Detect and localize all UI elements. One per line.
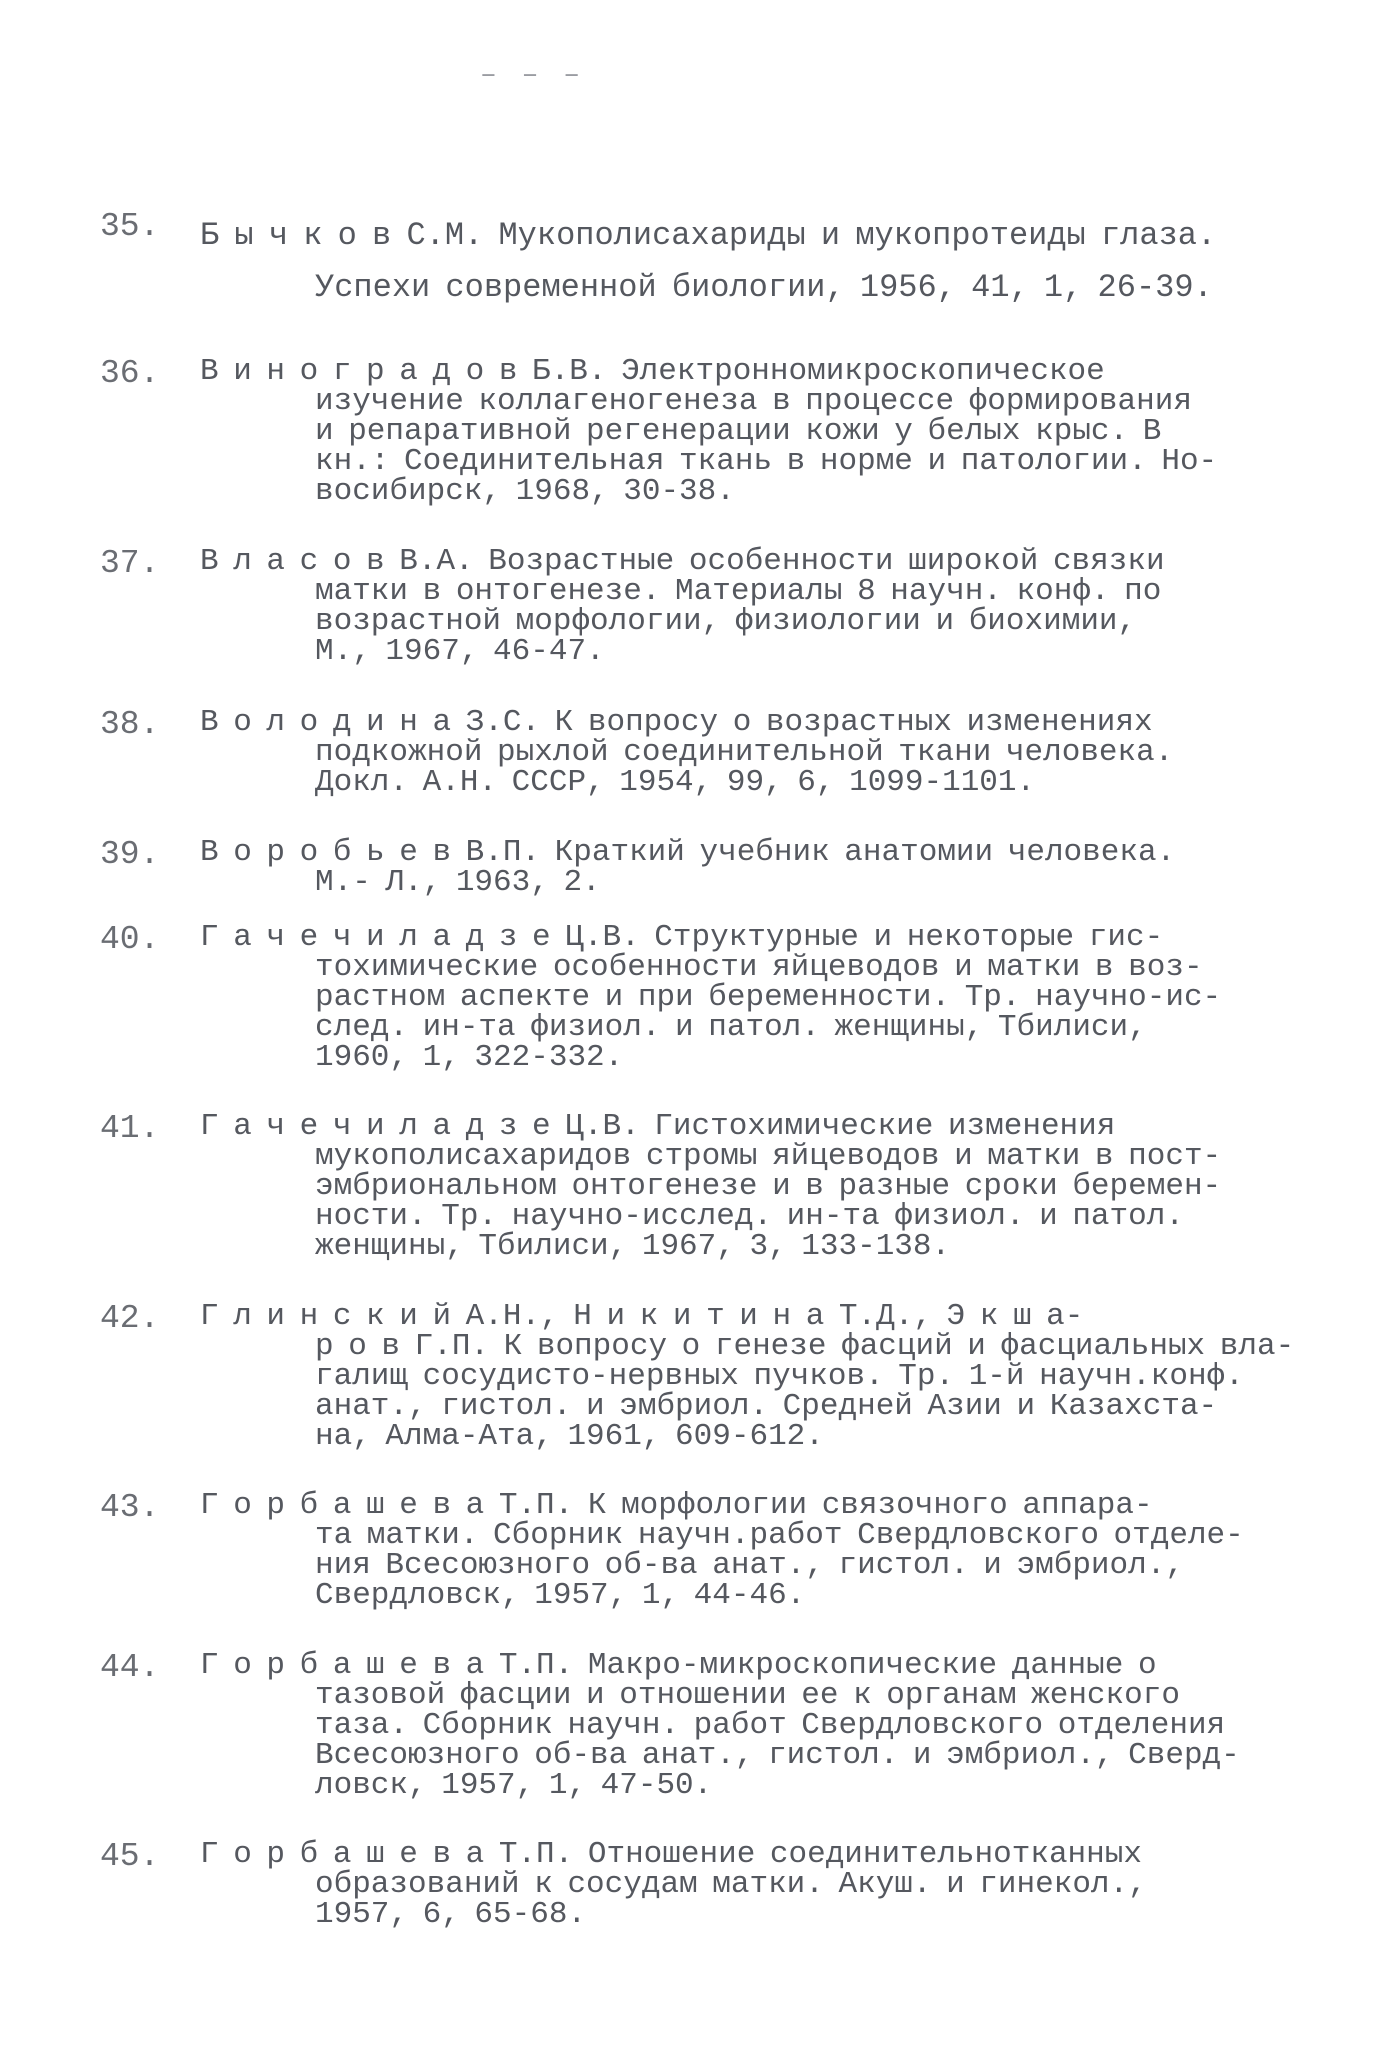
entry-line: В л а с о в В.А. Возрастные особенности широкой связки — [200, 544, 1165, 579]
reference-entry-45 — [100, 1837, 1300, 1932]
entry-line: М.- Л., 1963, 2. — [315, 865, 601, 900]
entry-line: Г о р б а ш е в а Т.П. К морфологии связочного аппара- — [200, 1488, 1153, 1523]
entry-line: Всесоюзного об-ва анат., гистол. и эмбриол., Сверд- — [315, 1738, 1240, 1773]
reference-entry-39 — [100, 835, 1300, 900]
entry-text — [200, 210, 1300, 314]
reference-entry-42 — [100, 1299, 1300, 1454]
entry-text — [200, 1837, 1300, 1932]
entry-line: на, Алма-Ата, 1961, 609-612. — [315, 1419, 824, 1454]
entry-number: 44. — [100, 1649, 160, 1686]
entry-text — [200, 1648, 1300, 1803]
entry-text — [200, 354, 1300, 509]
entry-line: Г а ч е ч и л а д з е Ц.В. Структурные и некоторые гис- — [200, 920, 1164, 955]
entry-number: 35. — [100, 208, 160, 245]
entry-line: В о л о д и н а З.С. К вопросу о возрастных изменениях — [200, 705, 1153, 740]
entry-number: 40. — [100, 921, 160, 958]
entry-line: растном аспекте и при беременности. Тр. научно-ис- — [315, 980, 1222, 1015]
entry-line: возрастной морфологии, физиологии и биохимии, — [315, 604, 1137, 639]
entry-line: Г л и н с к и й А.Н., Н и к и т и н а Т.Д., Э к ш а- — [200, 1299, 1084, 1334]
entry-line: Успехи современной биологии, 1956, 41, 1, 26-39. — [315, 269, 1213, 306]
entry-number: 42. — [100, 1300, 160, 1337]
entry-line: Б ы ч к о в С.М. Мукополисахариды и мукопротеиды глаза. — [200, 217, 1217, 254]
entry-number: 39. — [100, 836, 160, 873]
reference-entry-38 — [100, 705, 1300, 800]
entry-line: матки в онтогенезе. Материалы 8 научн. конф. по — [315, 574, 1162, 609]
entry-line: таза. Сборник научн. работ Свердловского отделения — [315, 1708, 1226, 1743]
entry-line: след. ин-та физиол. и патол. женщины, Тбилиси, — [315, 1010, 1147, 1045]
entry-line: Г а ч е ч и л а д з е Ц.В. Гистохимические изменения — [200, 1109, 1116, 1144]
entry-line: Г о р б а ш е в а Т.П. Отношение соединительнотканных — [200, 1837, 1142, 1872]
reference-entry-35 — [100, 210, 1300, 314]
entry-line: и репаративной регенерации кожи у белых крыс. В — [315, 414, 1162, 449]
reference-entry-37 — [100, 544, 1300, 669]
entry-line: изучение коллагеногенеза в процессе формирования — [315, 384, 1192, 419]
entry-line: галищ сосудисто-нервных пучков. Тр. 1-й научн.конф. — [315, 1359, 1244, 1394]
reference-entry-40 — [100, 920, 1300, 1075]
entry-text — [200, 920, 1300, 1075]
entry-number: 37. — [100, 545, 160, 582]
entry-line: образований к сосудам матки. Акуш. и гинекол., — [315, 1867, 1147, 1902]
entry-text — [200, 544, 1300, 669]
entry-line: Г о р б а ш е в а Т.П. Макро-микроскопические данные о — [200, 1648, 1157, 1683]
entry-line: 1957, 6, 65-68. — [315, 1897, 587, 1932]
entry-text — [200, 705, 1300, 800]
reference-entry-36 — [100, 354, 1300, 509]
entry-number: 43. — [100, 1489, 160, 1526]
entry-line: женщины, Тбилиси, 1967, 3, 133-138. — [315, 1229, 951, 1264]
entry-line: ности. Тр. научно-исслед. ин-та физиол. и патол. — [315, 1199, 1184, 1234]
entry-text — [200, 835, 1300, 900]
entry-text — [200, 1299, 1300, 1454]
entry-number: 38. — [100, 706, 160, 743]
entry-line: подкожной рыхлой соединительной ткани человека. — [315, 735, 1174, 770]
reference-entry-43 — [100, 1488, 1300, 1613]
entry-line: эмбриональном онтогенезе и в разные сроки беремен- — [315, 1169, 1222, 1204]
entry-line: Докл. А.Н. СССР, 1954, 99, 6, 1099-1101. — [315, 765, 1036, 800]
entry-number: 36. — [100, 355, 160, 392]
entry-number: 45. — [100, 1838, 160, 1875]
entry-line: мукополисахаридов стромы яйцеводов и матки в пост- — [315, 1139, 1222, 1174]
entry-line: 1960, 1, 322-332. — [315, 1040, 624, 1075]
entry-line: ния Всесоюзного об-ва анат., гистол. и эмбриол., — [315, 1548, 1184, 1583]
entry-line: тазовой фасции и отношении ее к органам женского — [315, 1678, 1180, 1713]
entry-line: анат., гистол. и эмбриол. Средней Азии и Казахста- — [315, 1389, 1218, 1424]
entry-number: 41. — [100, 1110, 160, 1147]
reference-entry-44 — [100, 1648, 1300, 1803]
entry-line: р о в Г.П. К вопросу о генезе фасций и фасциальных вла- — [315, 1329, 1295, 1364]
entry-line: М., 1967, 46-47. — [315, 634, 605, 669]
entry-line: тохимические особенности яйцеводов и матки в воз- — [315, 950, 1203, 985]
entry-text — [200, 1488, 1300, 1613]
entry-line: Свердловск, 1957, 1, 44-46. — [315, 1578, 806, 1613]
entry-line: В и н о г р а д о в Б.В. Электронномикроскопическое — [200, 354, 1105, 389]
entry-line: ловск, 1957, 1, 47-50. — [315, 1768, 713, 1803]
entry-line: кн.: Соединительная ткань в норме и патологии. Но- — [315, 444, 1218, 479]
reference-entry-41 — [100, 1109, 1300, 1264]
header-mark: – – – — [480, 60, 585, 91]
entry-line: В о р о б ь е в В.П. Краткий учебник анатомии человека. — [200, 835, 1176, 870]
entry-line: та матки. Сборник научн.работ Свердловского отделе- — [315, 1518, 1244, 1553]
entry-text — [200, 1109, 1300, 1264]
entry-line: восибирск, 1968, 30-38. — [315, 474, 735, 509]
